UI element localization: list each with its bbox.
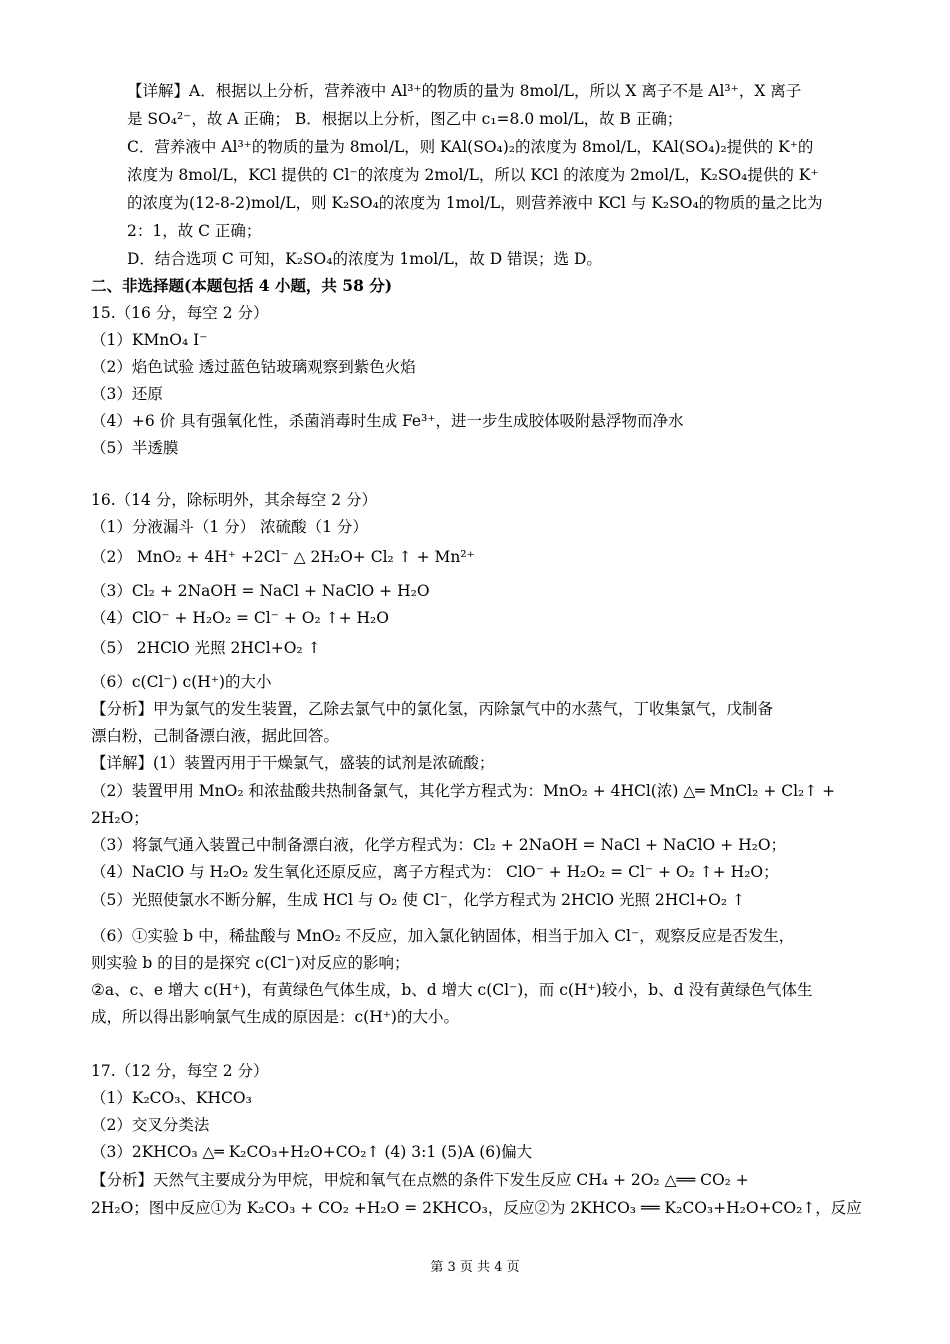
text-line: （1）K₂CO₃、KHCO₃	[91, 1089, 252, 1107]
text-line: 成，所以得出影响氯气生成的原因是：c(H⁺)的大小。	[91, 1008, 459, 1026]
text-line: 15.（16 分，每空 2 分）	[91, 304, 269, 322]
text-line: （2）装置甲用 MnO₂ 和浓盐酸共热制备氯气，其化学方程式为：MnO₂ + 4HCl(浓) △═ MnCl₂ + Cl₂↑ +	[91, 782, 836, 800]
text-line: 2H₂O；	[91, 809, 149, 827]
text-line: （3）将氯气通入装置己中制备漂白液，化学方程式为：Cl₂ + 2NaOH = NaCl + NaClO + H₂O；	[91, 836, 787, 854]
text-line: 【详解】A．根据以上分析，营养液中 Al³⁺的物质的量为 8mol/L，所以 X 离子不是 Al³⁺，X 离子	[127, 82, 802, 100]
text-line: 的浓度为(12-8-2)mol/L，则 K₂SO₄的浓度为 1mol/L，则营养液中 KCl 与 K₂SO₄的物质的量之比为	[127, 194, 823, 212]
text-line: 2：1，故 C 正确；	[127, 222, 262, 240]
text-line: （6）①实验 b 中，稀盐酸与 MnO₂ 不反应，加入氯化钠固体，相当于加入 Cl⁻，观察反应是否发生，	[91, 927, 795, 945]
text-line: 二、非选择题(本题包括 4 小题，共 58 分)	[91, 276, 393, 295]
text-line: 16.（14 分，除标明外，其余每空 2 分）	[91, 491, 378, 509]
text-line: （1）KMnO₄ I⁻	[91, 331, 208, 349]
text-line: （2） MnO₂ + 4H⁺ +2Cl⁻ △ 2H₂O+ Cl₂ ↑ + Mn²⁺	[91, 548, 475, 566]
text-line: 漂白粉，己制备漂白液，据此回答。	[91, 727, 340, 745]
text-line: 浓度为 8mol/L，KCl 提供的 Cl⁻的浓度为 2mol/L，所以 KCl 的浓度为 2mol/L，K₂SO₄提供的 K⁺	[127, 166, 819, 184]
text-line: 2H₂O；图中反应①为 K₂CO₃ + CO₂ +H₂O = 2KHCO₃，反应②为 2KHCO₃ ══ K₂CO₃+H₂O+CO₂↑，反应	[91, 1199, 862, 1217]
text-line: 【分析】甲为氯气的发生装置，乙除去氯气中的氯化氢，丙除氯气中的水蒸气，丁收集氯气，戊制备	[91, 700, 774, 718]
text-line: （5）半透膜	[91, 439, 179, 457]
text-line: 17.（12 分，每空 2 分）	[91, 1062, 269, 1080]
text-line: （5）光照使氯水不断分解，生成 HCl 与 O₂ 使 Cl⁻，化学方程式为 2HClO 光照 2HCl+O₂ ↑	[91, 891, 745, 909]
text-line: 是 SO₄²⁻，故 A 正确； B．根据以上分析，图乙中 c₁=8.0 mol/L，故 B 正确；	[127, 110, 683, 128]
text-line: （3）2KHCO₃ △═ K₂CO₃+H₂O+CO₂↑ (4) 3:1 (5)A (6)偏大	[91, 1143, 533, 1161]
text-line: （3）还原	[91, 385, 163, 403]
text-line: D．结合选项 C 可知，K₂SO₄的浓度为 1mol/L，故 D 错误；选 D。	[127, 250, 602, 268]
text-line: （3）Cl₂ + 2NaOH = NaCl + NaClO + H₂O	[91, 582, 430, 600]
text-line: C．营养液中 Al³⁺的物质的量为 8mol/L，则 KAl(SO₄)₂的浓度为 8mol/L，KAl(SO₄)₂提供的 K⁺的	[127, 138, 814, 156]
text-line: （1）分液漏斗（1 分） 浓硫酸（1 分）	[91, 518, 368, 536]
text-line: （2）焰色试验 透过蓝色钴玻璃观察到紫色火焰	[91, 358, 416, 376]
text-line: 【分析】天然气主要成分为甲烷，甲烷和氧气在点燃的条件下发生反应 CH₄ + 2O₂ △══ CO₂ +	[91, 1171, 749, 1189]
text-line: （2）交叉分类法	[91, 1116, 210, 1134]
text-line: 【详解】(1）装置丙用于干燥氯气，盛装的试剂是浓硫酸；	[91, 754, 495, 772]
page-footer: 第 3 页 共 4 页	[430, 1260, 520, 1275]
text-line: ②a、c、e 增大 c(H⁺)，有黄绿色气体生成，b、d 增大 c(Cl⁻)，而 c(H⁺)较小，b、d 没有黄绿色气体生	[91, 981, 813, 999]
text-line: （6）c(Cl⁻) c(H⁺)的大小	[91, 673, 272, 691]
text-line: （4）ClO⁻ + H₂O₂ = Cl⁻ + O₂ ↑+ H₂O	[91, 609, 389, 627]
text-line: 则实验 b 的目的是探究 c(Cl⁻)对反应的影响；	[91, 954, 410, 972]
text-line: （5） 2HClO 光照 2HCl+O₂ ↑	[91, 639, 321, 657]
text-line: （4）+6 价 具有强氧化性，杀菌消毒时生成 Fe³⁺，进一步生成胶体吸附悬浮物而净水	[91, 412, 684, 430]
text-line: （4）NaClO 与 H₂O₂ 发生氧化还原反应，离子方程式为： ClO⁻ + H₂O₂ = Cl⁻ + O₂ ↑+ H₂O；	[91, 863, 779, 881]
